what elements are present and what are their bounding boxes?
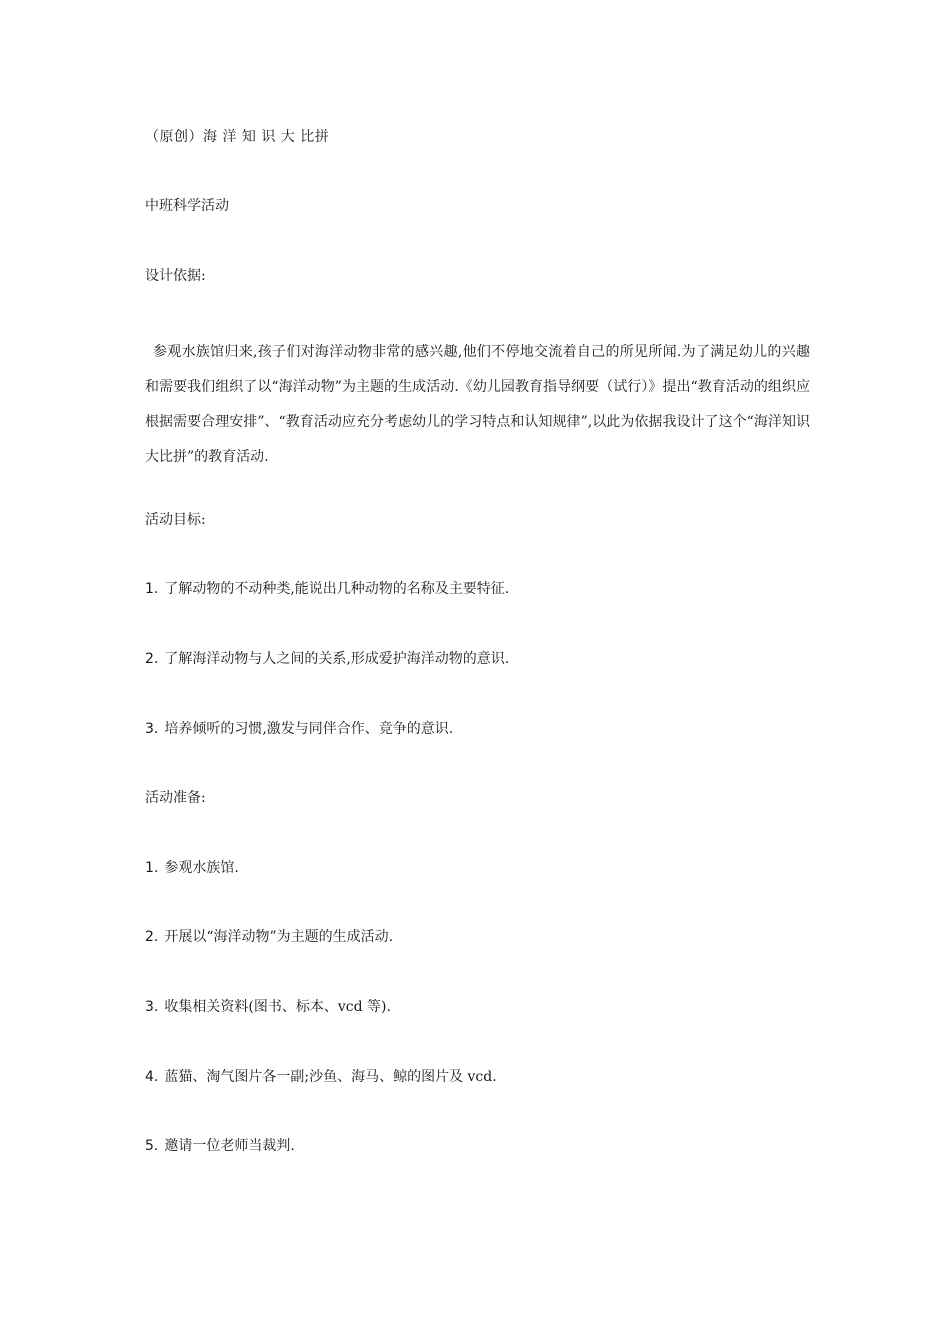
preparation-text: 收集相关资料(图书、标本、vcd 等). [164, 999, 391, 1015]
preparation-number: 1. [145, 860, 159, 876]
goal-item [145, 719, 453, 739]
preparation-item [145, 927, 393, 947]
goals-heading: 活动目标: [145, 512, 206, 528]
goal-text: 了解动物的不动种类,能说出几种动物的名称及主要特征. [164, 581, 510, 597]
preparation-heading: 活动准备: [145, 790, 206, 806]
document-subtitle: 中班科学活动 [145, 198, 229, 214]
goal-number: 2. [145, 651, 159, 667]
goal-item [145, 579, 509, 599]
preparation-text: 蓝猫、淘气图片各一副;沙鱼、海马、鲸的图片及 vcd. [164, 1069, 497, 1085]
preparation-number: 3. [145, 999, 159, 1015]
goal-number: 1. [145, 581, 159, 597]
goal-number: 3. [145, 721, 159, 737]
preparation-item [145, 1067, 497, 1087]
goal-item [145, 649, 509, 669]
preparation-text: 参观水族馆. [164, 860, 239, 876]
preparation-item [145, 858, 239, 878]
document-title: （原创）海 洋 知 识 大 比拼 [145, 129, 330, 145]
design-basis-paragraph: 参观水族馆归来,孩子们对海洋动物非常的感兴趣,他们不停地交流着自己的所见所闻.为了满足幼儿的兴趣和需要我们组织了以“海洋动物”为主题的生成活动.《幼儿园教育指导纲要（试行）》提出“教育活动的组织应根据需要合理安排”、“教育活动应充分考虑幼儿的学习特点和认知规律”,以此为依据我设计了这个“海洋知识大比拼”的教育活动. [145, 344, 810, 465]
preparation-item [145, 997, 391, 1017]
design-basis-heading: 设计依据: [145, 268, 206, 284]
preparation-number: 4. [145, 1069, 159, 1085]
preparation-number: 2. [145, 929, 159, 945]
preparation-text: 开展以“海洋动物”为主题的生成活动. [164, 929, 394, 945]
preparation-number: 5. [145, 1138, 159, 1154]
goal-text: 培养倾听的习惯,激发与同伴合作、竞争的意识. [164, 721, 454, 737]
goal-text: 了解海洋动物与人之间的关系,形成爱护海洋动物的意识. [164, 651, 510, 667]
preparation-text: 邀请一位老师当裁判. [164, 1138, 295, 1154]
preparation-item [145, 1136, 295, 1156]
